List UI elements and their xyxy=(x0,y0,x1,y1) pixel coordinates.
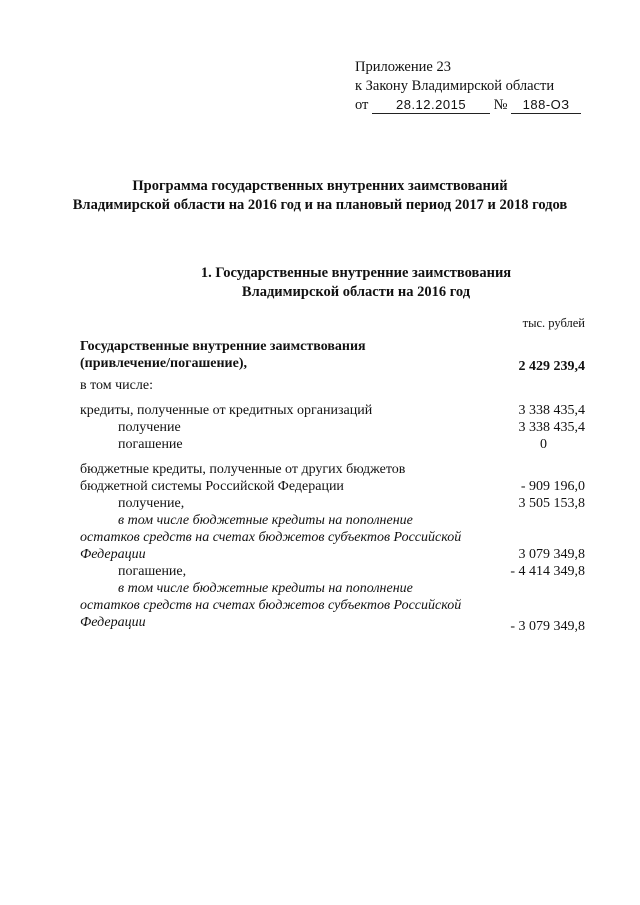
appendix-number-sign: № xyxy=(493,97,508,113)
table-row xyxy=(80,546,585,563)
row-label: кредиты, полученные от кредитных организаций xyxy=(80,403,373,418)
table-row xyxy=(118,495,585,512)
section-heading-line-2: Владимирской области на 2016 год xyxy=(241,284,471,300)
row-label: в том числе бюджетные кредиты на пополнение xyxy=(118,513,413,528)
table-row xyxy=(80,529,585,546)
section-heading-line-1: 1. Государственные внутренние заимствования xyxy=(200,265,512,281)
appendix-header xyxy=(355,58,581,115)
document-title xyxy=(0,177,640,215)
table-row xyxy=(118,419,585,436)
row-label: Федерации xyxy=(80,615,146,630)
table-row xyxy=(80,461,585,478)
unit-label: тыс. рублей xyxy=(522,316,585,330)
row-label: погашение xyxy=(118,437,183,452)
row-label: в том числе бюджетные кредиты на пополнение xyxy=(118,581,413,596)
table-row xyxy=(80,355,585,372)
appendix-date: 28.12.2015 xyxy=(372,97,490,114)
row-label: бюджетной системы Российской Федерации xyxy=(80,479,344,494)
table-row xyxy=(80,597,585,614)
table-row xyxy=(80,402,585,419)
appendix-date-prefix: от xyxy=(355,97,369,113)
row-value: 0 xyxy=(540,437,547,452)
row-value: 3 338 435,4 xyxy=(518,403,585,418)
row-label: получение, xyxy=(118,496,185,511)
row-label: остатков средств на счетах бюджетов субъектов Российской xyxy=(80,598,462,613)
table-row xyxy=(118,512,585,529)
row-label: остатков средств на счетах бюджетов субъектов Российской xyxy=(80,530,462,545)
appendix-law-number: 188-ОЗ xyxy=(511,97,581,114)
table-row xyxy=(118,436,585,453)
row-value: - 3 079 349,8 xyxy=(510,619,585,634)
document-title-line-2: Владимирской области на 2016 год и на плановый период 2017 и 2018 годов xyxy=(72,197,568,213)
row-label: в том числе: xyxy=(80,378,153,393)
row-label: погашение, xyxy=(118,564,187,579)
row-value: 2 429 239,4 xyxy=(518,359,585,374)
row-value: - 4 414 349,8 xyxy=(510,564,585,579)
row-label: Государственные внутренние заимствования xyxy=(80,339,366,354)
appendix-law: к Закону Владимирской области xyxy=(355,78,555,94)
row-value: 3 338 435,4 xyxy=(518,420,585,435)
row-label: бюджетные кредиты, полученные от других бюджетов xyxy=(80,462,406,477)
table-row xyxy=(80,478,585,495)
document-title-line-1: Программа государственных внутренних заимствований xyxy=(132,178,508,194)
row-label: (привлечение/погашение), xyxy=(80,356,247,371)
appendix-date-line xyxy=(355,96,581,115)
section-heading xyxy=(36,264,640,302)
row-value: 3 505 153,8 xyxy=(518,496,585,511)
row-value: 3 079 349,8 xyxy=(518,547,585,562)
row-label: получение xyxy=(118,420,181,435)
table-row xyxy=(80,377,585,394)
table-row xyxy=(80,338,585,355)
appendix-number: Приложение 23 xyxy=(355,59,451,75)
row-value: - 909 196,0 xyxy=(520,479,585,494)
table-row xyxy=(118,563,585,580)
table-row xyxy=(80,614,585,634)
table-row xyxy=(118,580,585,597)
row-label: Федерации xyxy=(80,547,146,562)
